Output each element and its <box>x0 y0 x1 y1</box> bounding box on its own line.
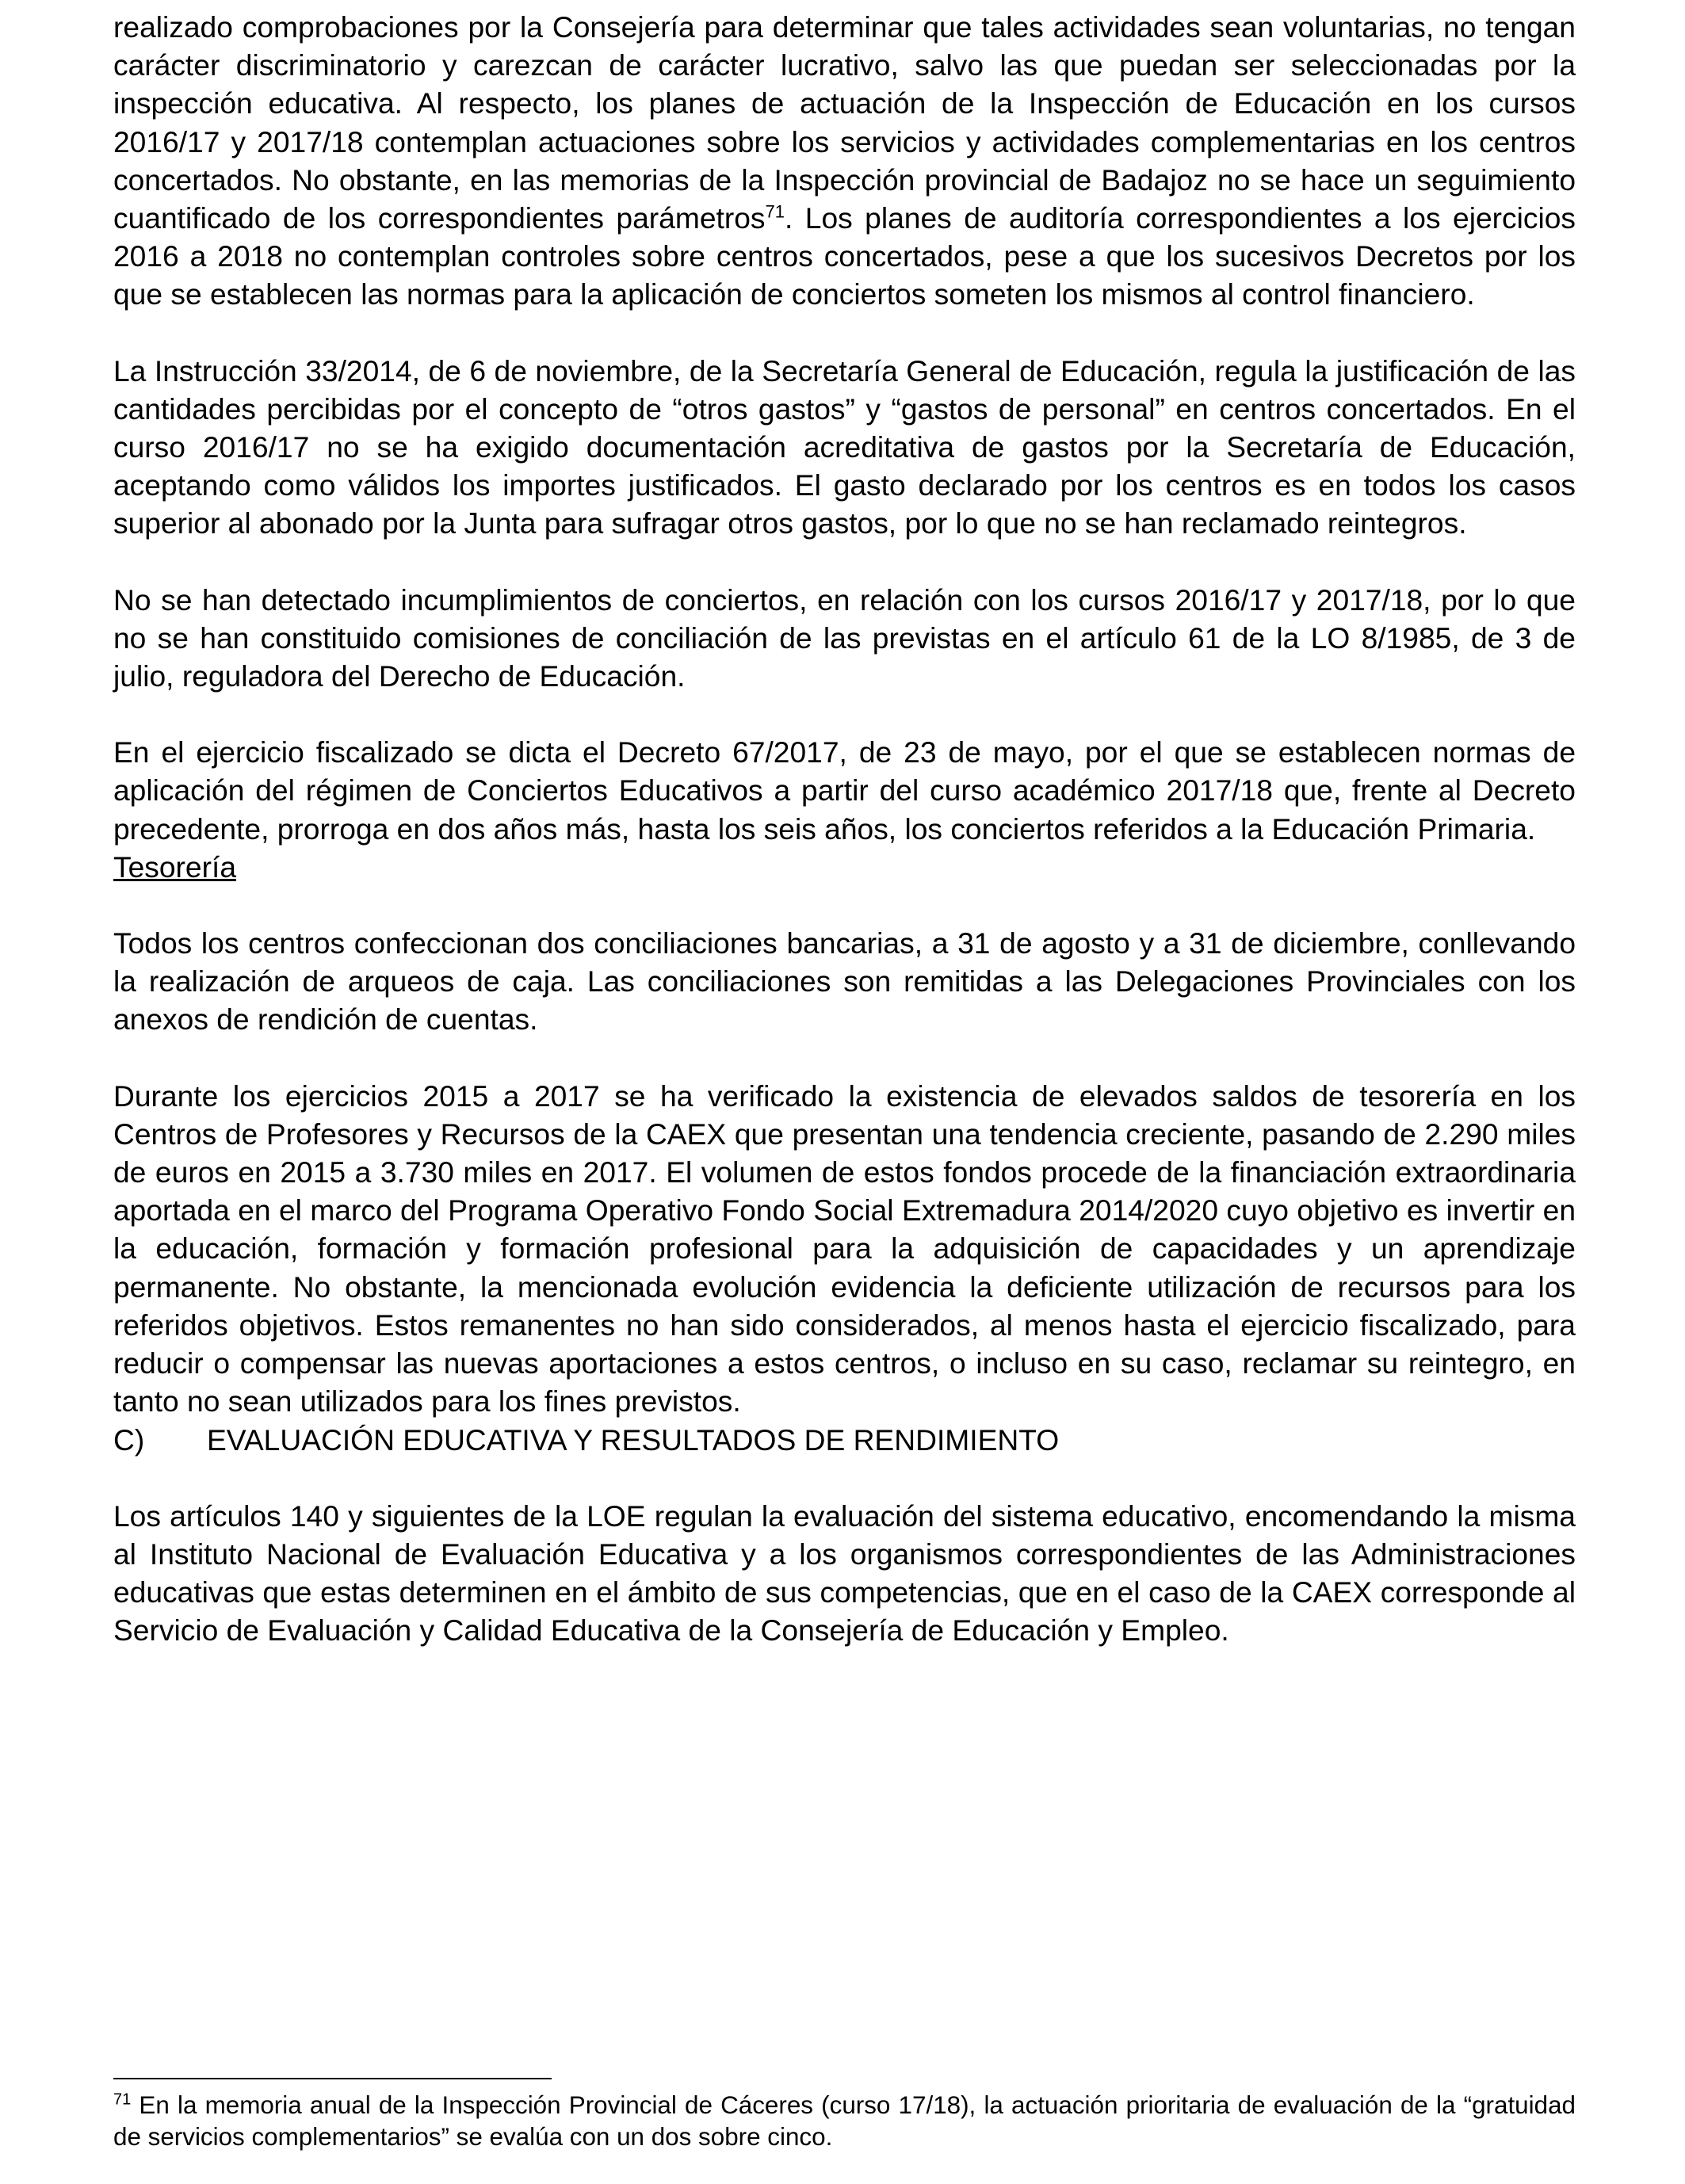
paragraph-1-text-b: . Los planes de auditoría correspondientes a los ejercicios 2016 a 2018 no contemplan controles sobre centros concertados, pese a que los sucesivos Decretos por los que se establecen las normas para la aplicación de conciertos someten los mismos al control financiero. <box>113 201 1576 311</box>
section-title: EVALUACIÓN EDUCATIVA Y RESULTADOS DE RENDIMIENTO <box>207 1422 1060 1457</box>
paragraph-6: Durante los ejercicios 2015 a 2017 se ha verificado la existencia de elevados saldos de tesorería en los Centros de Profesores y Recursos de la CAEX que presentan una tendencia creciente, pasando de 2.290 miles de euros en 2015 a 3.730 miles en 2017. El volumen de estos fondos procede de la financiación extraordinaria aportada en el marco del Programa Operativo Fondo Social Extremadura 2014/2020 cuyo objetivo es invertir en la educación, formación y formación profesional para la adquisición de capacidades y un aprendizaje permanente. No obstante, la mencionada evolución evidencia la deficiente utilización de recursos para los referidos objetivos. Estos remanentes no han sido considerados, al menos hasta el ejercicio fiscalizado, para reducir o compensar las nuevas aportaciones a estos centros, o incluso en su caso, reclamar su reintegro, en tanto no sean utilizados para los fines previstos. <box>113 1079 1576 1418</box>
document-body <box>113 8 1576 1650</box>
section-letter: C) <box>113 1422 145 1457</box>
paragraph-4: En el ejercicio fiscalizado se dicta el Decreto 67/2017, de 23 de mayo, por el que se establecen normas de aplicación del régimen de Conciertos Educativos a partir del curso académico 2017/18 que, frente al Decreto precedente, prorroga en dos años más, hasta los seis años, los conciertos referidos a la Educación Primaria. <box>113 735 1576 846</box>
footnote-separator <box>113 2078 552 2079</box>
paragraph-5: Todos los centros confeccionan dos conciliaciones bancarias, a 31 de agosto y a 31 de diciembre, conllevando la realización de arqueos de caja. Las conciliaciones son remitidas a las Delegaciones Provinciales con los anexos de rendición de cuentas. <box>113 926 1576 1037</box>
section-heading-c <box>113 1421 1576 1459</box>
paragraph-3: No se han detectado incumplimientos de conciertos, en relación con los cursos 2016/17 y 2017/18, por lo que no se han constituido comisiones de conciliación de las previstas en el artículo 61 de la LO 8/1985, de 3 de julio, reguladora del Derecho de Educación. <box>113 582 1576 693</box>
paragraph-2: La Instrucción 33/2014, de 6 de noviembre, de la Secretaría General de Educación, regula la justificación de las cantidades percibidas por el concepto de “otros gastos” y “gastos de personal” en centros concertados. En el curso 2016/17 no se ha exigido documentación acreditativa de gastos por la Secretaría de Educación, aceptando como válidos los importes justificados. El gasto declarado por los centros es en todos los casos superior al abonado por la Junta para sufragar otros gastos, por lo que no se han reclamado reintegros. <box>113 353 1576 540</box>
paragraph-7: Los artículos 140 y siguientes de la LOE regulan la evaluación del sistema educativo, encomendando la misma al Instituto Nacional de Evaluación Educativa y a los organismos correspondientes de las Administraciones educativas que estas determinen en el ámbito de sus competencias, que en el caso de la CAEX corresponde al Servicio de Evaluación y Calidad Educativa de la Consejería de Educación y Empleo. <box>113 1499 1576 1648</box>
subheading-tesoreria: Tesorería <box>113 850 237 884</box>
paragraph-1 <box>113 8 1576 314</box>
footnote-text: En la memoria anual de la Inspección Provincial de Cáceres (curso 17/18), la actuación prioritaria de evaluación de la “gratuidad de servicios complementarios” se evalúa con un dos sobre cinco. <box>113 2091 1576 2151</box>
footnote-number: 71 <box>113 2090 132 2109</box>
footnote-71 <box>113 2090 1576 2153</box>
footnote-reference-71: 71 <box>765 201 785 222</box>
paragraph-1-text-a: realizado comprobaciones por la Consejería para determinar que tales actividades sean voluntarias, no tengan carácter discriminatorio y carezcan de carácter lucrativo, salvo las que puedan ser seleccionadas por la inspección educativa. Al respecto, los planes de actuación de la Inspección de Educación en los cursos 2016/17 y 2017/18 contemplan actuaciones sobre los servicios y actividades complementarias en los centros concertados. No obstante, en las memorias de la Inspección provincial de Badajoz no se hace un seguimiento cuantificado de los correspondientes parámetros <box>113 10 1576 235</box>
